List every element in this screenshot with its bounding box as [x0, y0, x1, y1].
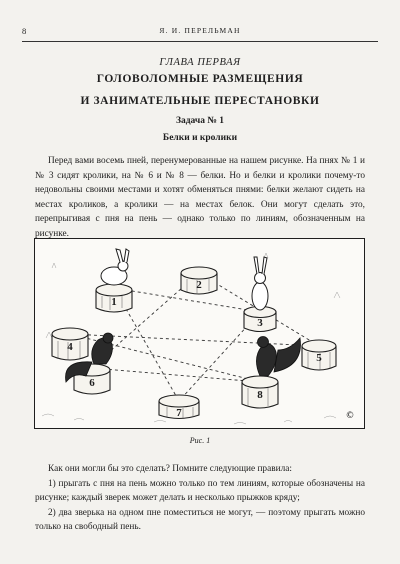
rule-2: 2) два зверька на одном пне поместиться не могут, — поэтому прыгать можно только на свободный пень. — [35, 507, 365, 532]
header-rule — [22, 41, 378, 42]
intro-paragraph: Перед вами восемь пней, перенумерованные на нашем рисунке. На пнях № 1 и № 3 сидят кролики, на № 6 и № 8 — белки. Но и белки и кролики почему-то недовольны своими местами и хотят обменяться пнями: белки желают сидеть на местах кроликов, а кролики — на местах белок. Они могут сделать это, перепрыгивая с пня на пень — однако только по линиям, обозначенным на рисунке. — [35, 156, 365, 239]
question-line: Как они могли бы это сделать? Помните следующие правила: — [48, 464, 292, 474]
stump-2-label: 2 — [196, 279, 202, 291]
chapter-label: ГЛАВА ПЕРВАЯ — [159, 57, 241, 68]
task-heading: Задача № 1 — [175, 116, 225, 126]
stump-5-label: 5 — [316, 352, 322, 364]
figure-caption: Рис. 1 — [189, 436, 211, 445]
running-title: Я. И. ПЕРЕЛЬМАН — [159, 26, 241, 35]
stump-1-label: 1 — [111, 296, 117, 308]
rule-1: 1) прыгать с пня на пень можно только по тем линиям, которые обозначены на рисунке; каждый зверек может делать и несколько прыжков кряду; — [35, 478, 365, 503]
artist-mark: © — [345, 411, 355, 421]
stump-8-label: 8 — [257, 389, 263, 401]
stump-7-label: 7 — [176, 407, 182, 419]
chapter-title-line-2: И ЗАНИМАТЕЛЬНЫЕ ПЕРЕСТАНОВКИ — [80, 95, 320, 107]
stump-4-label: 4 — [67, 341, 73, 353]
stump-6-label: 6 — [89, 377, 95, 389]
rules-block — [35, 462, 365, 535]
chapter-title-line-1: ГОЛОВОЛОМНЫЕ РАЗМЕЩЕНИЯ — [96, 73, 304, 85]
figure-stumps-puzzle — [34, 238, 365, 429]
page-header — [22, 26, 378, 38]
stump-3-label: 3 — [257, 317, 263, 329]
task-subtitle: Белки и кролики — [162, 133, 238, 143]
page-number: 8 — [22, 26, 27, 36]
